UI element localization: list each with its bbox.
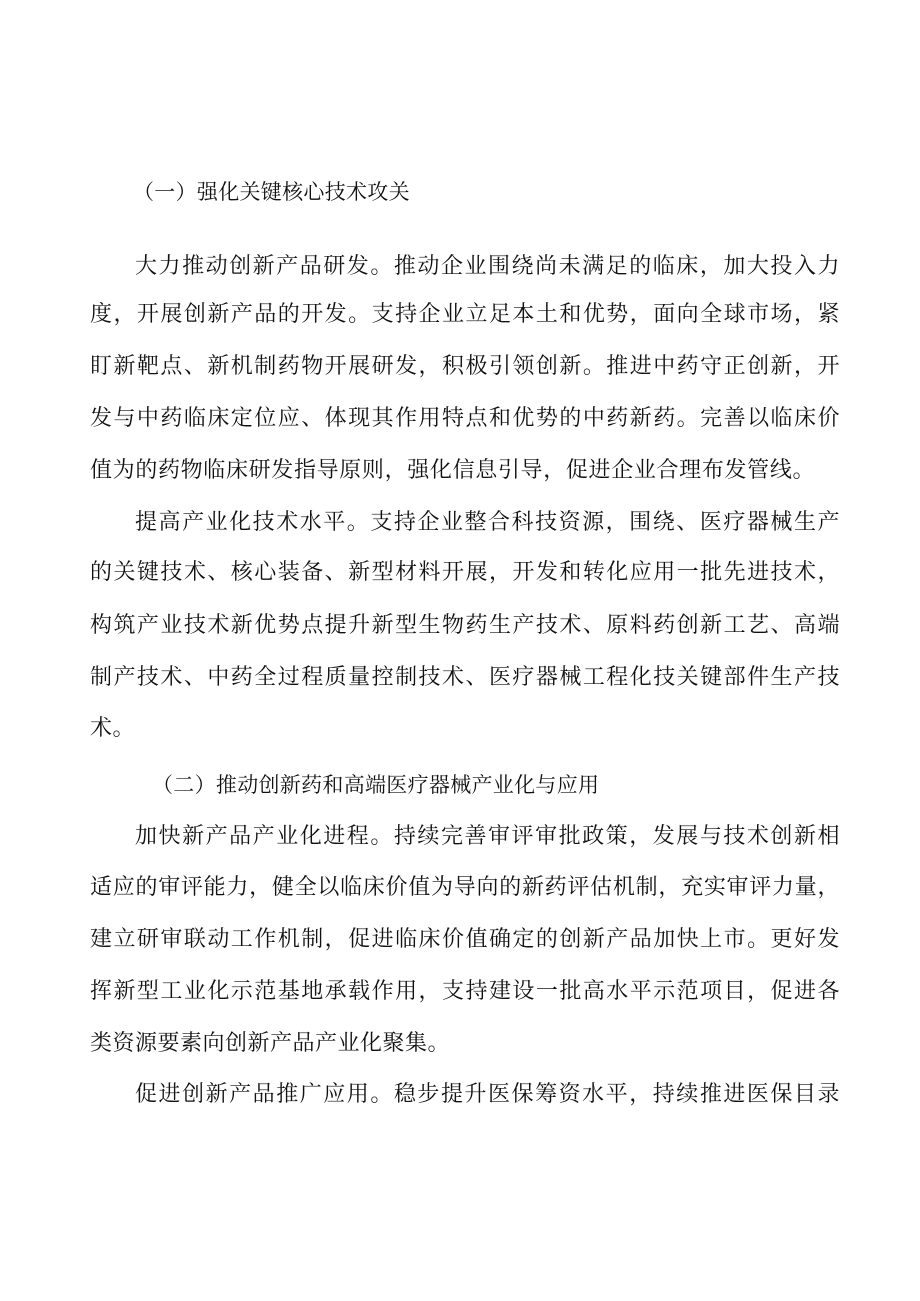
paragraph-line: 类资源要素向创新产品产业化聚集。 bbox=[90, 1031, 451, 1056]
paragraph-line: 术。 bbox=[90, 716, 136, 741]
paragraph-line: 加快新产品产业化进程。持续完善审评审批政策，发展与技术创新相 bbox=[135, 824, 840, 849]
paragraph-line: 大力推动创新产品研发。推动企业围绕尚未满足的临床，加大投入力 bbox=[135, 254, 840, 279]
paragraph-line: 值为的药物临床研发指导原则，强化信息引导，促进企业合理布发管线。 bbox=[90, 458, 815, 483]
paragraph-line: 构筑产业技术新优势点提升新型生物药生产技术、原料药创新工艺、高端 bbox=[90, 613, 840, 638]
paragraph-line: 盯新靶点、新机制药物开展研发，积极引领创新。推进中药守正创新，开 bbox=[90, 354, 840, 379]
paragraph-line: 适应的审评能力，健全以临床价值为导向的新药评估机制，充实审评力量， bbox=[90, 875, 840, 900]
paragraph-line: 提高产业化技术水平。支持企业整合科技资源，围绕、医疗器械生产 bbox=[135, 510, 840, 535]
section-heading-2: （二）推动创新药和高端医疗器械产业化与应用 bbox=[152, 773, 600, 797]
paragraph-line: 挥新型工业化示范基地承载作用，支持建设一批高水平示范项目，促进各 bbox=[90, 979, 840, 1004]
paragraph-line: 的关键技术、核心装备、新型材料开展，开发和转化应用一批先进技术， bbox=[90, 560, 840, 585]
paragraph-line: 建立研审联动工作机制，促进临床价值确定的创新产品加快上市。更好发 bbox=[90, 927, 840, 952]
paragraph-line: 度，开展创新产品的开发。支持企业立足本土和优势，面向全球市场，紧 bbox=[90, 302, 840, 327]
paragraph-line: 发与中药临床定位应、体现其作用特点和优势的中药新药。完善以临床价 bbox=[90, 406, 840, 431]
paragraph-line: 制产技术、中药全过程质量控制技术、医疗器械工程化技关键部件生产技 bbox=[90, 665, 840, 690]
section-heading-1: （一）强化关键核心技术攻关 bbox=[133, 180, 410, 204]
paragraph-line: 促进创新产品推广应用。稳步提升医保筹资水平，持续推进医保目录 bbox=[135, 1082, 840, 1107]
